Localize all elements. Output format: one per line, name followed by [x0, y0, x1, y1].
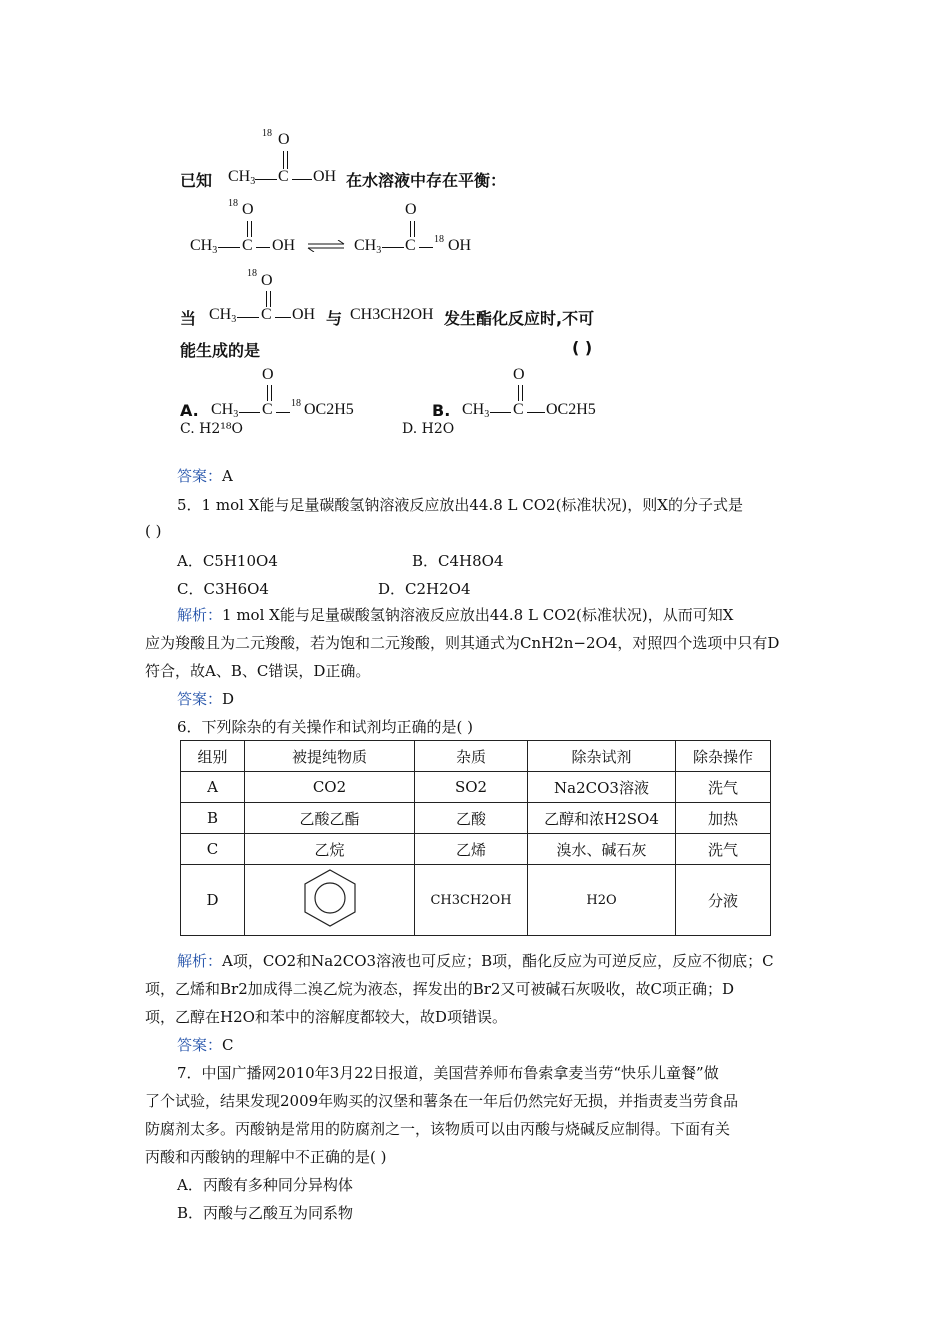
table-header: 被提纯物质	[245, 741, 415, 772]
carbon-atom: C	[278, 168, 289, 185]
purification-table	[180, 740, 771, 936]
table-header: 除杂试剂	[528, 741, 676, 772]
q7-line1: 7．中国广播网2010年3月22日报道，美国营养师布鲁索拿麦当劳“快乐儿童餐”做	[177, 1064, 719, 1082]
isotope-label: 18	[228, 198, 238, 209]
carbon-atom: C	[261, 306, 272, 323]
hydroxyl: OH	[313, 168, 337, 185]
question-mid: 与	[326, 309, 343, 328]
table-cell: 加热	[676, 803, 771, 834]
methyl-group: $CH_3$	[462, 401, 490, 420]
q5-answer: 答案：D	[177, 690, 235, 708]
option-a-label: A.	[180, 401, 199, 420]
methyl-group: $CH_3$	[211, 401, 239, 420]
isotope-label: 18	[434, 234, 444, 245]
q6-analysis-line3: 项，乙醇在H2O和苯中的溶解度都较大，故D项错误。	[145, 1008, 507, 1026]
methyl-group: $CH_3$	[228, 168, 256, 187]
ethoxy-group: OC2H5	[546, 401, 596, 418]
hydroxyl: OH	[292, 306, 316, 323]
carbon-atom: C	[513, 401, 524, 418]
table-cell: H2O	[528, 865, 676, 936]
q5-analysis-line2: 应为羧酸且为二元羧酸，若为饱和二元羧酸，则其通式为CnH2n−2O4，对照四个选项中只有D	[145, 634, 780, 652]
table-cell: 溴水、碱石灰	[528, 834, 676, 865]
question-suffix: 发生酯化反应时,不可	[444, 309, 595, 328]
methyl-group: $CH_3$	[190, 237, 218, 256]
table-row	[181, 834, 771, 865]
carbon-atom: C	[242, 237, 253, 254]
table-cell: 洗气	[676, 834, 771, 865]
table-cell: 乙酸乙酯	[245, 803, 415, 834]
ethoxy-group: OC2H5	[304, 401, 354, 418]
option-b-label: B.	[432, 401, 451, 420]
q5-analysis-line3: 符合，故A、B、C错误，D正确。	[145, 662, 371, 680]
table-row	[181, 803, 771, 834]
option-d: D. H2O	[402, 421, 455, 437]
q5-option-a: A．C5H10O4	[177, 552, 278, 570]
table-cell: A	[181, 772, 245, 803]
q5-paren: ( )	[145, 522, 162, 540]
hydroxyl: OH	[448, 237, 472, 254]
q6-analysis-line2: 项，乙烯和Br2加成得二溴乙烷为液态，挥发出的Br2又可被碱石灰吸收，故C项正确；D	[145, 980, 734, 998]
table-header: 杂质	[415, 741, 528, 772]
methyl-group: $CH_3$	[209, 306, 237, 325]
q5-option-c: C．C3H6O4	[177, 580, 269, 598]
intro-prefix: 已知	[180, 171, 213, 190]
table-cell: 乙烷	[245, 834, 415, 865]
isotope-label: 18	[247, 268, 257, 279]
table-header: 除杂操作	[676, 741, 771, 772]
table-row	[181, 772, 771, 803]
table-header: 组别	[181, 741, 245, 772]
equilibrium-arrow-icon	[306, 240, 346, 252]
table-cell: 乙醇和浓H2SO4	[528, 803, 676, 834]
answer-paren: ( )	[572, 338, 593, 357]
table-cell: 洗气	[676, 772, 771, 803]
table-cell: B	[181, 803, 245, 834]
table-cell: 乙烯	[415, 834, 528, 865]
q7-line3: 防腐剂太多。丙酸钠是常用的防腐剂之一，该物质可以由丙酸与烧碱反应制得。下面有关	[145, 1120, 731, 1138]
table-cell	[245, 865, 415, 936]
isotope-label: 18	[262, 128, 272, 139]
carbonyl-oxygen: O	[262, 366, 274, 383]
table-cell: 分液	[676, 865, 771, 936]
answer-label: 答案：	[177, 467, 223, 485]
carbonyl-oxygen: O	[405, 201, 417, 218]
isotope-label: 18	[291, 398, 301, 409]
table-row	[181, 865, 771, 936]
table-cell: D	[181, 865, 245, 936]
q7-option-a: A．丙酸有多种同分异构体	[177, 1176, 353, 1194]
answer-value: A	[222, 467, 233, 485]
hydroxyl: OH	[272, 237, 296, 254]
q5-stem: 5．1 mol X能与足量碳酸氢钠溶液反应放出44.8 L CO2(标准状况)，则X的分子式是	[177, 496, 743, 514]
q7-line2: 了个试验，结果发现2009年购买的汉堡和薯条在一年后仍然完好无损，并指责麦当劳食品	[145, 1092, 739, 1110]
table-cell: 乙酸	[415, 803, 528, 834]
question-prefix: 当	[180, 309, 197, 328]
q5-option-d: D．C2H2O4	[378, 580, 471, 598]
ethanol-formula: CH3CH2OH	[350, 306, 434, 323]
carbonyl-oxygen: O	[261, 272, 273, 289]
table-cell: Na2CO3溶液	[528, 772, 676, 803]
carbonyl-oxygen: O	[242, 201, 254, 218]
q6-answer: 答案：C	[177, 1036, 234, 1054]
q7-option-b: B．丙酸与乙酸互为同系物	[177, 1204, 354, 1222]
benzene-ring-icon	[300, 867, 360, 929]
carbon-atom: C	[262, 401, 273, 418]
table-cell: C	[181, 834, 245, 865]
methyl-group: $CH_3$	[354, 237, 382, 256]
q6-analysis-line1: 解析：A项，CO2和Na2CO3溶液也可反应；B项，酯化反应为可逆反应，反应不彻底；C	[177, 952, 774, 970]
table-cell: CH3CH2OH	[415, 865, 528, 936]
q6-stem: 6．下列除杂的有关操作和试剂均正确的是( )	[177, 718, 474, 736]
q5-analysis-line1: 解析：1 mol X能与足量碳酸氢钠溶液反应放出44.8 L CO2(标准状况)，从而可知X	[177, 606, 734, 624]
q7-line4: 丙酸和丙酸钠的理解中不正确的是( )	[145, 1148, 387, 1166]
carbonyl-oxygen: O	[513, 366, 525, 383]
question-line2: 能生成的是	[180, 341, 261, 360]
table-cell: CO2	[245, 772, 415, 803]
table-header-row	[181, 741, 771, 772]
carbonyl-oxygen: O	[278, 131, 290, 148]
q4-answer	[177, 465, 233, 486]
carbon-atom: C	[405, 237, 416, 254]
option-c: C. H2¹⁸O	[180, 421, 243, 437]
table-cell: SO2	[415, 772, 528, 803]
q5-option-b: B．C4H8O4	[412, 552, 504, 570]
intro-suffix: 在水溶液中存在平衡：	[346, 171, 507, 190]
